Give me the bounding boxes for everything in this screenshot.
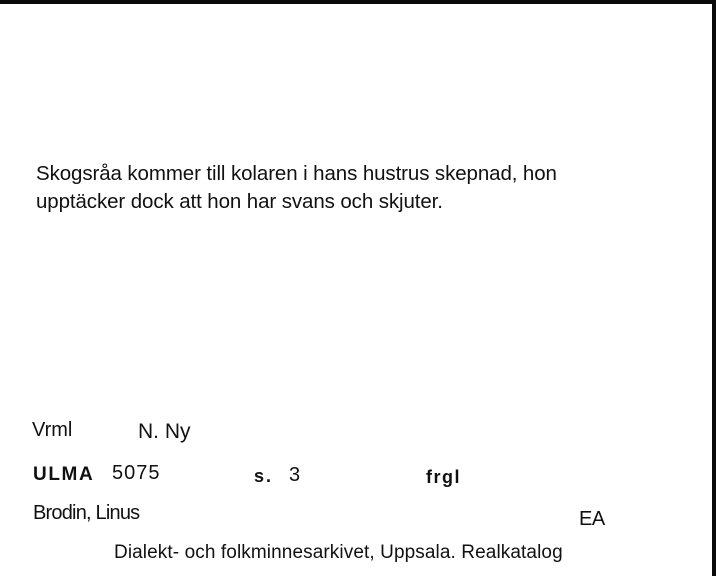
card-abstract <box>36 160 676 216</box>
region-label: Vrml <box>32 419 73 441</box>
abstract-line: upptäcker dock att hon har svans och skjuter. <box>36 190 443 213</box>
card-footer: Dialekt- och folkminnesarkivet, Uppsala. Realkatalog <box>114 542 563 563</box>
record-number: 5075 <box>112 462 161 484</box>
collector-name: Brodin, Linus <box>33 502 140 524</box>
archivist-initials: EA <box>579 508 605 530</box>
page-label: s. <box>254 466 274 486</box>
page-number: 3 <box>289 464 301 486</box>
parish-label: N. Ny <box>138 420 191 443</box>
card-right-border <box>712 0 716 576</box>
archive-label: ULMA <box>33 464 95 485</box>
card-top-border <box>0 0 716 4</box>
genre-code: frgl <box>426 467 461 487</box>
abstract-line: Skogsråa kommer till kolaren i hans hustrus skepnad, hon <box>36 162 557 185</box>
